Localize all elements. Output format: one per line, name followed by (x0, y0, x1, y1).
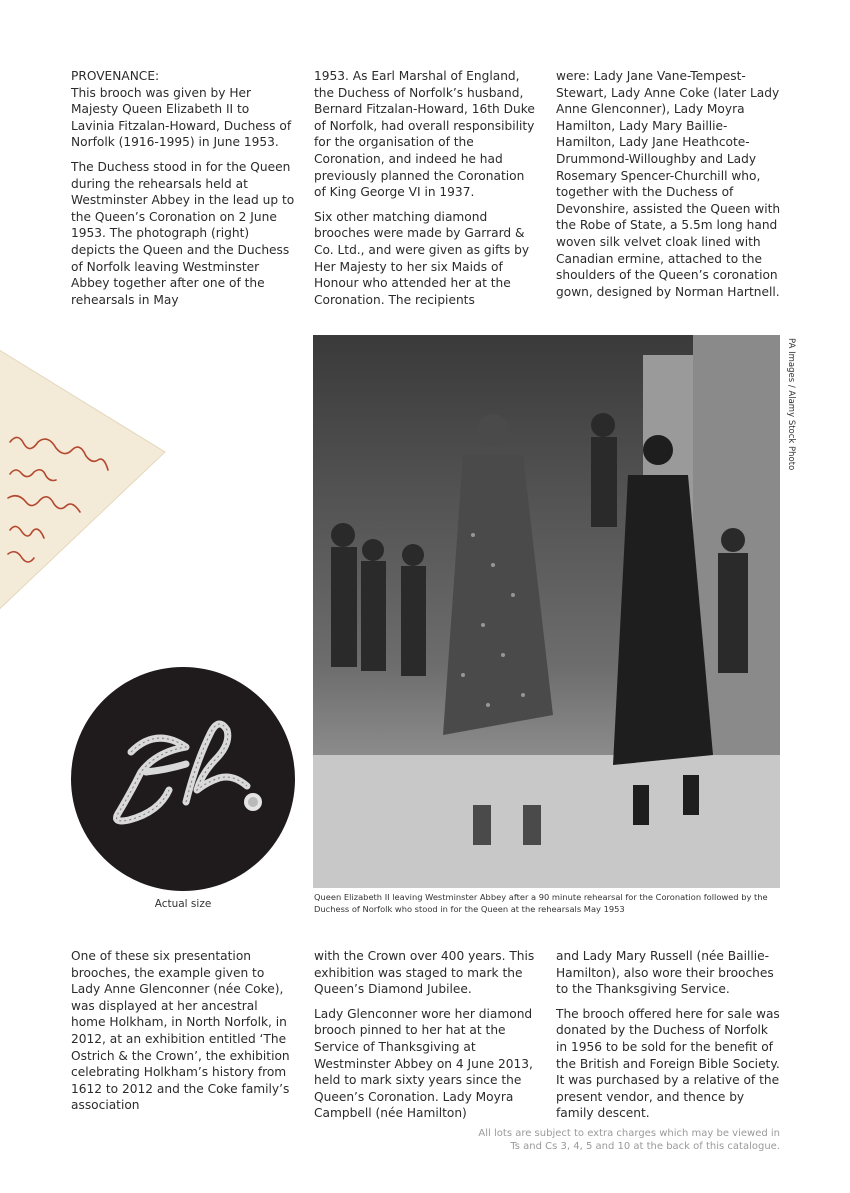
footer-line: Ts and Cs 3, 4, 5 and 10 at the back of this catalogue. (510, 1141, 780, 1152)
paragraph: Six other matching diamond brooches were made by Garrard & Co. Ltd., and were given as gifts by Her Majesty to her six Maids of Honour who attended her at the Coronation. The recipients (314, 209, 530, 307)
paragraph: This brooch was given by Her Majesty Queen Elizabeth II to Lavinia Fitzalan-Howard, Duchess of Norfolk (1916-1995) in June 1953. (71, 85, 292, 150)
paragraph: One of these six presentation brooches, the example given to Lady Anne Glenconner (née Coke), was displayed at her ancestral home Holkham, in North Norfolk, in 2012, at an exhibition entitled ‘The Ostrich & the Crown’, the exhibition celebrating Holkham’s history from 1612 to 2012 and the Coke family’s association (71, 949, 290, 1113)
footer-line: All lots are subject to extra charges which may be viewed in (478, 1128, 780, 1139)
paragraph: Lady Glenconner wore her diamond brooch pinned to her hat at the Service of Thanksgiving at Westminster Abbey on 4 June 2013, held to mark sixty years since the Queen’s Coronation. Lady Moyra Campbell (née Hamilton) (314, 1006, 533, 1121)
photo-credit: PA Images / Alamy Stock Photo (786, 338, 796, 471)
handwritten-letter-image (0, 292, 260, 612)
terms-footer-note (450, 1127, 780, 1153)
paragraph: were: Lady Jane Vane-Tempest-Stewart, Lady Anne Coke (later Lady Anne Glenconner), Lady Moyra Hamilton, Lady Mary Baillie-Hamilton, Lady Jane Heathcote-Drummond-Willoughby and Lady Rosemary Spencer-Churchill who, together with the Duchess of Devonshire, assisted the Queen with the Robe of State, a 5.5m long hand woven silk velvet cloak lined with Canadian ermine, attached to the shoulders of the Queen’s coronation gown, designed by Norman Hartnell. (556, 69, 781, 299)
paragraph: and Lady Mary Russell (née Baillie-Hamilton), also wore their brooches to the Thanksgiving Service. (556, 949, 774, 997)
provenance-column-3 (556, 68, 781, 308)
photo-caption: Queen Elizabeth II leaving Westminster Abbey after a 90 minute rehearsal for the Coronation followed by the Duchess of Norfolk who stood in for the Queen at the rehearsals May 1953 (314, 892, 768, 914)
history-column-1 (71, 948, 296, 1122)
paragraph: with the Crown over 400 years. This exhibition was staged to mark the Queen’s Diamond Jubilee. (314, 949, 535, 997)
actual-size-label: Actual size (154, 898, 212, 910)
provenance-column-1 (71, 68, 296, 316)
history-column-3 (556, 948, 781, 1130)
provenance-column-2 (314, 68, 539, 316)
paragraph: The Duchess stood in for the Queen during the rehearsals held at Westminster Abbey in the lead up to the Queen’s Coronation on 2 June 1953. The photograph (right) depicts the Queen and the Duchess of Norfolk leaving Westminster Abbey together after one of the rehearsals in May (71, 159, 295, 307)
brooch-image (71, 667, 295, 891)
history-column-2 (314, 948, 539, 1130)
provenance-heading: PROVENANCE: (71, 69, 160, 83)
coronation-rehearsal-photo (313, 335, 780, 888)
paragraph: 1953. As Earl Marshal of England, the Duchess of Norfolk’s husband, Bernard Fitzalan-Howard, 16th Duke of Norfolk, had overall responsibility for the organisation of the Coronation, and indeed he had previously planned the Coronation of King George VI in 1937. (314, 69, 535, 200)
paragraph: The brooch offered here for sale was donated by the Duchess of Norfolk in 1956 to be sold for the benefit of the British and Foreign Bible Society. It was purchased by a relative of the present vendor, and thence by family descent. (556, 1006, 780, 1121)
